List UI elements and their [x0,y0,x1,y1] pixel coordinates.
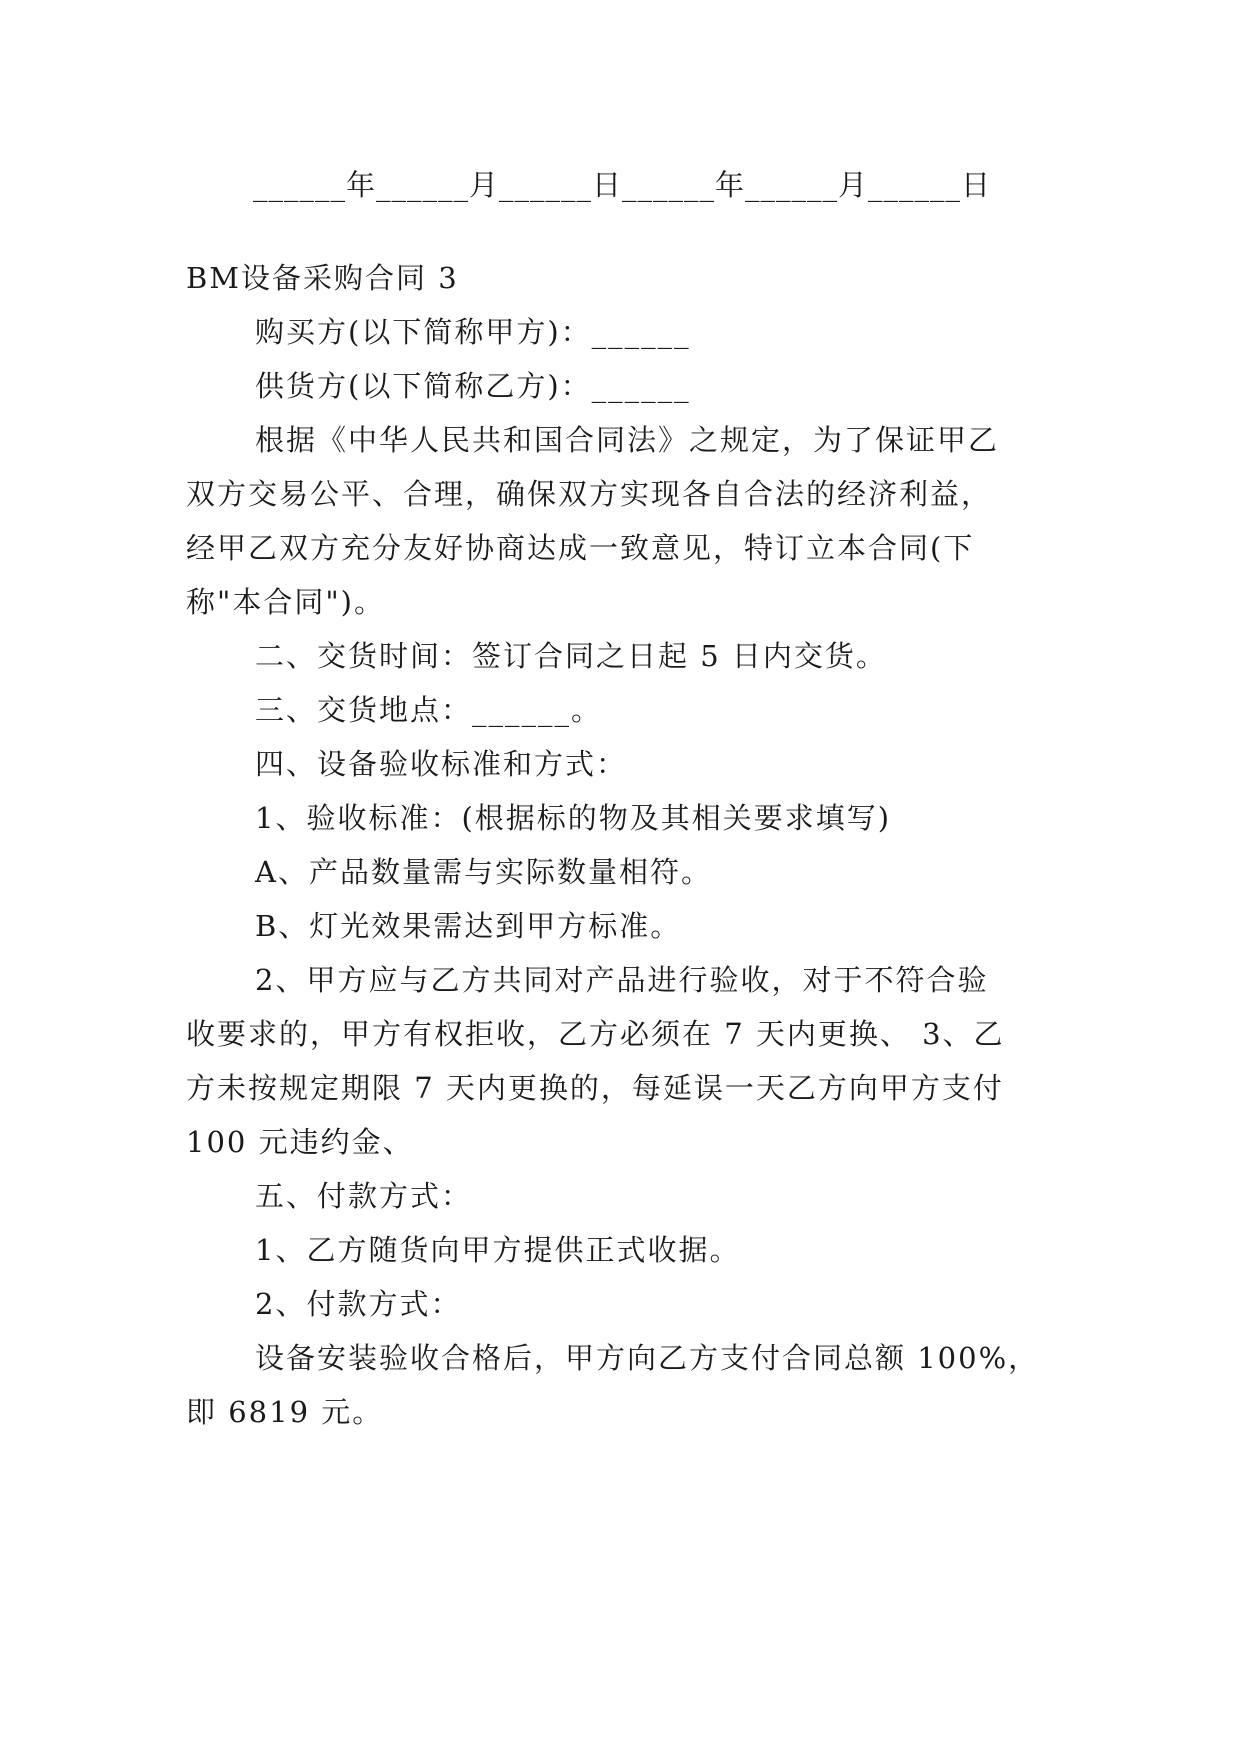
joint-acceptance-line: 2、甲方应与乙方共同对产品进行验收，对于不符合验 [255,963,989,997]
payment-terms-line: 即 6819 元。 [186,1395,384,1429]
joint-acceptance-line: 方未按规定期限 7 天内更换的，每延误一天乙方向甲方支付 [186,1071,1004,1105]
preamble-line: 双方交易公平、合理，确保双方实现各自合法的经济利益， [186,477,993,511]
payment-method-clause: 2、付款方式： [255,1287,462,1321]
payment-heading: 五、付款方式： [255,1179,473,1213]
acceptance-item-a: A、产品数量需与实际数量相符。 [255,855,712,889]
supplier-line: 供货方(以下简称乙方)：______ [255,369,691,403]
acceptance-heading: 四、设备验收标准和方式： [255,747,628,781]
delivery-place-clause: 三、交货地点：______。 [255,693,603,727]
preamble-line: 根据《中华人民共和国合同法》之规定，为了保证甲乙 [255,423,1000,457]
preamble-line: 称"本合同")。 [186,585,385,619]
acceptance-standard: 1、验收标准：(根据标的物及其相关要求填写) [255,801,892,835]
preamble-line: 经甲乙双方充分友好协商达成一致意见，特订立本合同(下 [186,531,975,565]
delivery-time-clause: 二、交货时间：签订合同之日起 5 日内交货。 [255,639,887,673]
joint-acceptance-line: 100 元违约金、 [186,1125,414,1159]
payment-terms-line: 设备安装验收合格后，甲方向乙方支付合同总额 100%， [255,1341,1040,1375]
contract-title: BM设备采购合同 3 [186,261,459,295]
payment-receipt-clause: 1、乙方随货向甲方提供正式收据。 [255,1233,741,1267]
joint-acceptance-line: 收要求的，甲方有权拒收，乙方必须在 7 天内更换、 3、乙 [186,1017,1005,1051]
buyer-line: 购买方(以下简称甲方)：______ [255,315,691,349]
signature-date-line: ______年______月______日______年______月______日 [253,168,992,202]
acceptance-item-b: B、灯光效果需达到甲方标准。 [255,909,682,943]
